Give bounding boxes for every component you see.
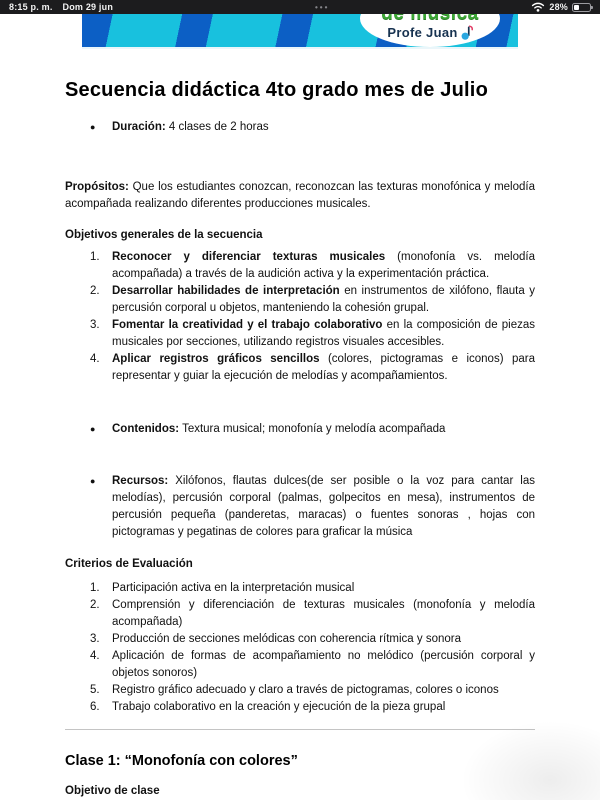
contenidos-value: Textura musical; monofonía y melodía acompañada bbox=[179, 423, 446, 435]
objetivo-rest: en instrumentos de xilófono, flauta y percusión corporal u objetos, manteniendo la cohesión grupal. bbox=[112, 285, 535, 314]
objetivo-clase-heading: Objetivo de clase bbox=[65, 785, 160, 797]
list-number: 1. bbox=[90, 251, 100, 263]
recursos-value: Xilófonos, flautas dulces(de ser posible o la voz para cantar las melodías), percusión corporal (palmas, golpecitos en mesa), instrumentos de percusión pequeña (panderetas, maracas) o fuentes sonoras , hojas con pictogramas y pegatinas de colores para graficar la música bbox=[112, 475, 535, 538]
criterios-heading: Criterios de Evaluación bbox=[65, 558, 193, 570]
objetivos-heading: Objetivos generales de la secuencia bbox=[65, 229, 263, 241]
list-number: 6. bbox=[90, 701, 100, 713]
objetivo-text bbox=[112, 317, 535, 351]
bullet-icon: ● bbox=[90, 476, 96, 486]
list-item-contenidos bbox=[65, 421, 535, 438]
status-right bbox=[531, 2, 591, 12]
list-item-duracion bbox=[65, 119, 535, 136]
logo-profe-juan-row bbox=[387, 25, 472, 40]
clock: 8:15 p. m. bbox=[9, 2, 53, 12]
horizontal-rule bbox=[65, 729, 535, 730]
objetivo-lead: Aplicar registros gráficos sencillos bbox=[112, 353, 320, 365]
document-page[interactable] bbox=[0, 49, 600, 800]
objetivo-rest: (monofonía vs. melodía acompañada) a través de la audición activa y la experimentación práctica. bbox=[112, 251, 535, 280]
list-item bbox=[65, 597, 535, 631]
list-item-recursos bbox=[65, 473, 535, 541]
objetivo-lead: Desarrollar habilidades de interpretación bbox=[112, 285, 340, 297]
status-bar bbox=[0, 0, 600, 14]
list-item bbox=[65, 648, 535, 682]
objetivo-lead: Reconocer y diferenciar texturas musicales bbox=[112, 251, 386, 263]
music-note-icon bbox=[460, 25, 473, 40]
bullet-icon: ● bbox=[90, 122, 96, 132]
clase1-heading: Clase 1: “Monofonía con colores” bbox=[65, 753, 298, 769]
propositos-text: Que los estudiantes conozcan, reconozcan las texturas monofónica y melodía acompañada realizando diferentes producciones musicales. bbox=[65, 181, 535, 210]
criterio-text: Aplicación de formas de acompañamiento no melódico (percusión corporal y objetos sonoros) bbox=[112, 650, 535, 679]
objetivos-list bbox=[65, 249, 535, 385]
status-left bbox=[9, 2, 113, 12]
criterio-text: Participación activa en la interpretación musical bbox=[112, 582, 355, 594]
objetivo-rest: en la composición de piezas musicales por secciones, utilizando registros visuales accesibles. bbox=[112, 319, 536, 348]
list-item bbox=[65, 283, 535, 317]
wifi-icon bbox=[531, 2, 545, 12]
list-item bbox=[65, 580, 535, 597]
duracion-label: Duración: bbox=[112, 121, 166, 133]
criterio-text: Trabajo colaborativo en la creación y ejecución de la pieza grupal bbox=[112, 701, 446, 713]
criterio-text: Comprensión y diferenciación de texturas musicales (monofonía y melodía acompañada) bbox=[112, 599, 535, 628]
list-item bbox=[65, 682, 535, 699]
list-number: 3. bbox=[90, 633, 100, 645]
battery-percent: 28% bbox=[549, 2, 568, 12]
list-number: 1. bbox=[90, 582, 100, 594]
logo-text-profe-juan: Profe Juan bbox=[387, 25, 458, 40]
list-item bbox=[65, 351, 535, 385]
criterio-text: Producción de secciones melódicas con coherencia rítmica y sonora bbox=[112, 633, 462, 645]
list-number: 4. bbox=[90, 650, 100, 662]
list-number: 3. bbox=[90, 319, 100, 331]
list-item bbox=[65, 317, 535, 351]
list-item bbox=[65, 699, 535, 716]
contenidos-label: Contenidos: bbox=[112, 423, 180, 435]
criterio-text: Registro gráfico adecuado y claro a través de pictogramas, colores o iconos bbox=[112, 684, 499, 696]
propositos-paragraph bbox=[65, 179, 535, 213]
list-number: 4. bbox=[90, 353, 100, 365]
contenidos-text bbox=[112, 421, 535, 438]
objetivo-text bbox=[112, 249, 535, 283]
list-number: 2. bbox=[90, 599, 100, 611]
criterios-list bbox=[65, 580, 535, 716]
list-item bbox=[65, 631, 535, 648]
list-number: 2. bbox=[90, 285, 100, 297]
list-number: 5. bbox=[90, 684, 100, 696]
duracion-text bbox=[112, 119, 535, 136]
duracion-value: 4 clases de 2 horas bbox=[165, 121, 269, 133]
status-date: Dom 29 jun bbox=[62, 2, 114, 12]
objetivo-lead: Fomentar la creatividad y el trabajo colaborativo bbox=[112, 319, 383, 331]
list-item bbox=[65, 249, 535, 283]
bullet-icon: ● bbox=[90, 424, 96, 434]
page-title: Secuencia didáctica 4to grado mes de Julio bbox=[65, 79, 488, 101]
objetivo-rest: (colores, pictogramas e iconos) para representar y guiar la ejecución de melodías y acompañamientos. bbox=[112, 353, 535, 382]
propositos-label: Propósitos: bbox=[65, 181, 129, 193]
recursos-text bbox=[112, 473, 535, 541]
objetivo-text bbox=[112, 283, 535, 317]
objetivo-text bbox=[112, 351, 535, 385]
battery-icon bbox=[572, 3, 591, 12]
multitask-dots-icon: ••• bbox=[315, 2, 330, 12]
recursos-label: Recursos: bbox=[112, 475, 169, 487]
